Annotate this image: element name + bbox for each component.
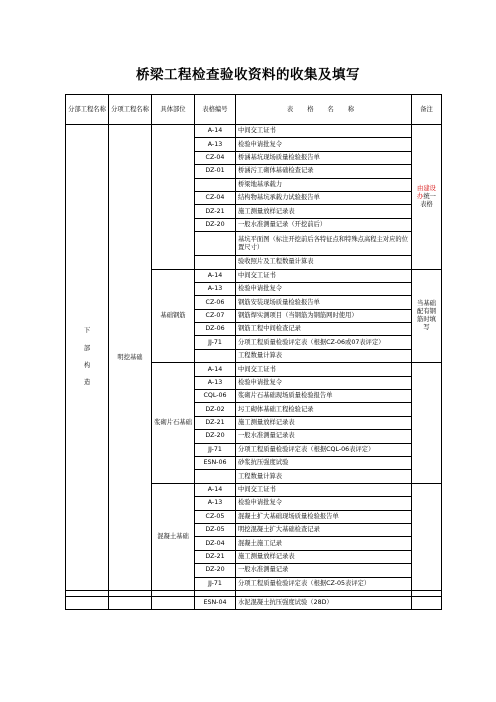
inspection-table [65, 94, 442, 610]
form-name: 中间交工证书 [236, 125, 412, 138]
form-code: ESN-04 [195, 596, 236, 609]
form-name: 检验申请批复令 [236, 376, 412, 389]
form-name: 检验申请批复令 [236, 282, 412, 295]
form-code [195, 256, 236, 269]
header-form-name: 表 格 名 称 [236, 95, 412, 125]
note-cell [412, 125, 442, 270]
form-code: DZ-20 [195, 218, 236, 231]
form-code: CZ-04 [195, 191, 236, 204]
note-cell-empty [412, 483, 442, 590]
form-code: A-13 [195, 282, 236, 295]
form-code: DZ-02 [195, 403, 236, 416]
note-cell-empty [412, 363, 442, 484]
form-name: 圬工砌体基础工程检验记录 [236, 403, 412, 416]
table-row [66, 125, 442, 138]
form-name: 基坑平面图（标注开挖前后各特征点和特殊点高程主对应的位置尺寸） [236, 232, 412, 256]
header-subitem: 分项工程名称 [109, 95, 152, 125]
form-code: JJ-71 [195, 336, 236, 349]
form-name: 验收照片及工程数量计算表 [236, 256, 412, 269]
empty-cell [152, 596, 195, 609]
header-note: 备注 [412, 95, 442, 125]
form-code [195, 232, 236, 256]
form-code: ESN-06 [195, 456, 236, 469]
empty-cell [109, 596, 152, 609]
form-code: CZ-05 [195, 510, 236, 523]
form-code: DZ-20 [195, 430, 236, 443]
form-code: DZ-06 [195, 323, 236, 336]
division-char: 部 [83, 344, 91, 352]
form-code: CZ-04 [195, 151, 236, 164]
form-code: A-14 [195, 125, 236, 138]
form-code [195, 470, 236, 483]
note-cell: 当基础配有钢筋时填写 [412, 269, 442, 363]
form-code: DZ-20 [195, 564, 236, 577]
form-name: 桥涵基坑现场质量检验报告单 [236, 151, 412, 164]
form-name: 水泥混凝土抗压强度试验（28D） [236, 596, 412, 609]
form-code: A-14 [195, 269, 236, 282]
form-code [195, 349, 236, 362]
form-code: A-13 [195, 376, 236, 389]
form-code: DZ-04 [195, 537, 236, 550]
part-cell-rebar: 基础钢筋 [152, 269, 195, 363]
form-code: DZ-01 [195, 165, 236, 178]
form-code: A-13 [195, 138, 236, 151]
form-code: CZ-07 [195, 309, 236, 322]
form-code: A-13 [195, 497, 236, 510]
form-code: A-14 [195, 483, 236, 496]
form-name: 施工测量放样记录表 [236, 550, 412, 563]
division-char: 构 [83, 361, 91, 369]
form-name: 桥涵污工砌体基础检查记录 [236, 165, 412, 178]
note-text: 统一表格 [420, 192, 436, 208]
form-code: DZ-21 [195, 205, 236, 218]
header-code: 表格编号 [195, 95, 236, 125]
header-row [66, 95, 442, 125]
form-name: 施工测量放样记录表 [236, 416, 412, 429]
form-code [195, 178, 236, 191]
form-code: DZ-05 [195, 523, 236, 536]
form-name: 钢筋工程中间检查记录 [236, 323, 412, 336]
form-name: 工程数量计算表 [236, 470, 412, 483]
form-code: CZ-06 [195, 296, 236, 309]
form-name: 浆砌片石基础现场质量检验报告单 [236, 390, 412, 403]
form-name: 中间交工证书 [236, 269, 412, 282]
form-name: 中间交工证书 [236, 483, 412, 496]
form-code: DZ-21 [195, 416, 236, 429]
form-name: 一般水准测量记录表 [236, 430, 412, 443]
subitem-cell: 明挖基础 [109, 125, 152, 591]
form-name: 钢筋安装现场质量检验报告单 [236, 296, 412, 309]
division-cell [66, 125, 109, 591]
empty-cell [412, 596, 442, 609]
part-cell-concrete: 混凝土基础 [152, 483, 195, 590]
division-char: 造 [83, 379, 91, 387]
form-name: 明挖混凝土扩大基础检查记录 [236, 523, 412, 536]
page-title: 桥梁工程检查验收资料的收集及填写 [136, 67, 360, 83]
form-name: 一般水准测量记录 [236, 564, 412, 577]
form-code: JJ-71 [195, 443, 236, 456]
form-name: 桥梁地基承载力 [236, 178, 412, 191]
part-cell-empty [152, 125, 195, 270]
form-name: 中间交工证书 [236, 363, 412, 376]
division-char: 下 [83, 327, 91, 335]
form-name: 结构物基坑承载力试验报告单 [236, 191, 412, 204]
form-code: A-14 [195, 363, 236, 376]
form-name: 砂浆抗压强度试验 [236, 456, 412, 469]
form-name: 混凝土施工记录 [236, 537, 412, 550]
table-row [66, 596, 442, 609]
form-name: 施工测量放样记录表 [236, 205, 412, 218]
part-cell-masonry: 浆砌片石基础 [152, 363, 195, 484]
form-code: DZ-21 [195, 550, 236, 563]
form-name: 一般水准测量记录（开挖前后） [236, 218, 412, 231]
form-code: CQL-06 [195, 390, 236, 403]
form-name: 分项工程质量检验评定表（根据CZ-06或07表评定） [236, 336, 412, 349]
header-part: 具体部位 [152, 95, 195, 125]
empty-cell [66, 596, 109, 609]
note-red-text: 由建设办 [417, 184, 436, 200]
form-name: 检验申请批复令 [236, 138, 412, 151]
form-name: 分项工程质量检验评定表（根据CZ-05表评定） [236, 577, 412, 590]
header-division: 分部工程名称 [66, 95, 109, 125]
form-name: 工程数量计算表 [236, 349, 412, 362]
form-name: 混凝土扩大基础现场质量检验报告单 [236, 510, 412, 523]
form-code: JJ-71 [195, 577, 236, 590]
form-name: 分项工程质量检验评定表（根据CQL-06表评定） [236, 443, 412, 456]
form-name: 钢筋焊实测项目（当钢筋为钢筋网时使用） [236, 309, 412, 322]
form-name: 检验申请批复令 [236, 497, 412, 510]
